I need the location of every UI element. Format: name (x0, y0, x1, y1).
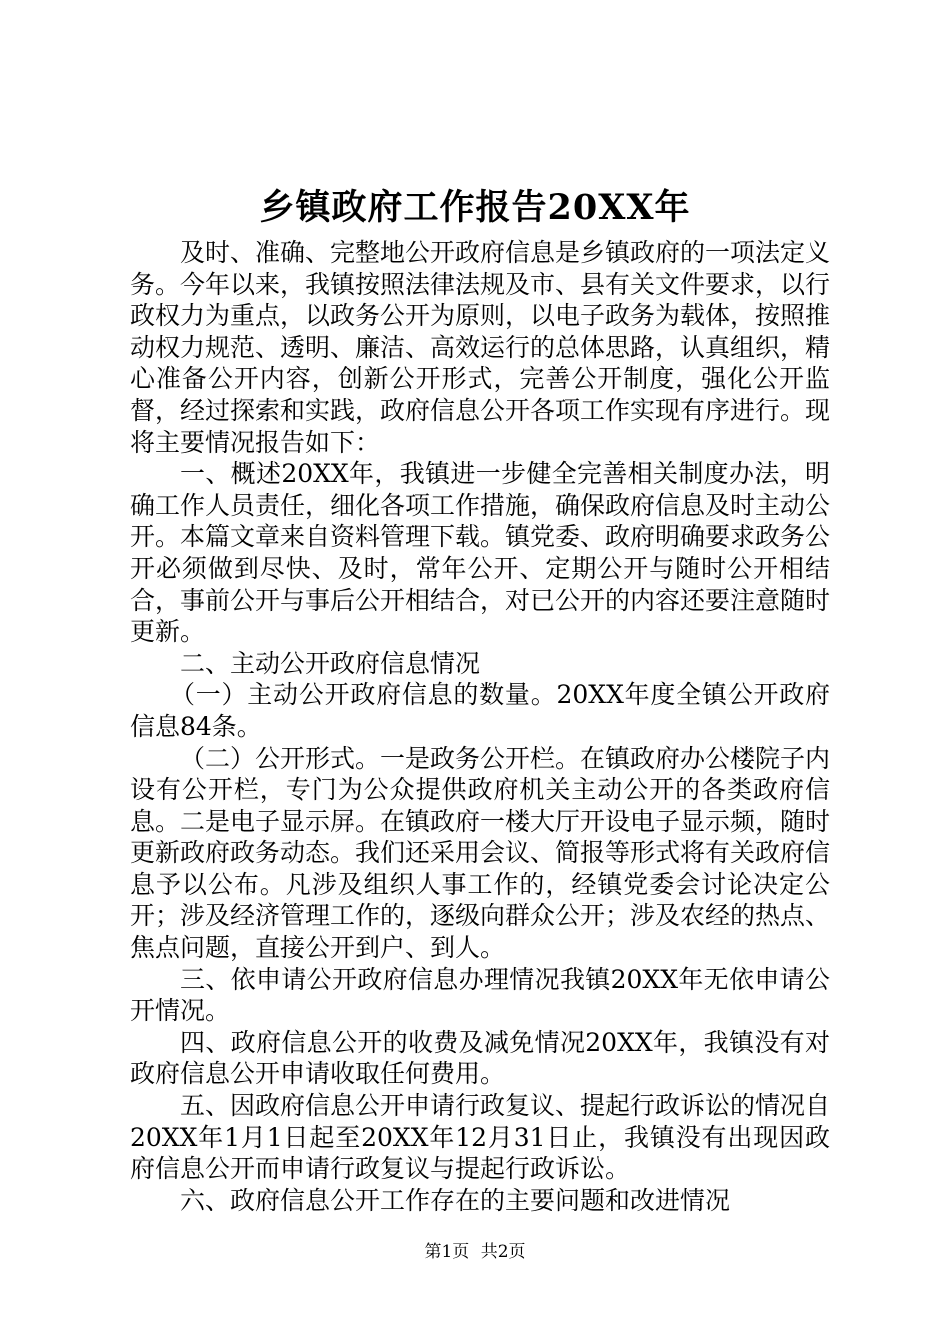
paragraph-section-four: 四、政府信息公开的收费及减免情况20XX年，我镇没有对政府信息公开申请收取任何费用。 (130, 1027, 830, 1089)
document-body (130, 237, 830, 1216)
paragraph-disclosure-forms: （二）公开形式。一是政务公开栏。在镇政府办公楼院子内设有公开栏，专门为公众提供政府机关主动公开的各类政府信息。二是电子显示屏。在镇政府一楼大厅开设电子显示频，随时更新政府政务动态。我们还采用会议、简报等形式将有关政府信息予以公布。凡涉及组织人事工作的，经镇党委会讨论决定公开；涉及经济管理工作的，逐级向群众公开；涉及农经的热点、焦点问题，直接公开到户、到人。 (130, 743, 831, 963)
page-footer (0, 1240, 950, 1264)
page-number-current: 第1页 (424, 1242, 470, 1262)
paragraph-section-two: 二、主动公开政府信息情况 (180, 648, 481, 678)
paragraph-section-three: 三、依申请公开政府信息办理情况我镇20XX年无依申请公开情况。 (130, 964, 830, 1026)
document-title: 乡镇政府工作报告20XX年 (259, 187, 691, 228)
paragraph-info-quantity: （一）主动公开政府信息的数量。20XX年度全镇公开政府信息84条。 (130, 680, 830, 741)
paragraph-overview: 一、概述20XX年，我镇进一步健全完善相关制度办法，明确工作人员责任，细化各项工作措施，确保政府信息及时主动公开。本篇文章来自资料管理下载。镇党委、政府明确要求政务公开必须做到尽快、及时，常年公开、定期公开与随时公开相结合，事前公开与事后公开相结合，对已公开的内容还要注意随时更新。 (130, 459, 831, 647)
page-number-total: 共2页 (480, 1242, 526, 1262)
paragraph-intro: 及时、准确、完整地公开政府信息是乡镇政府的一项法定义务。今年以来，我镇按照法律法规及市、县有关文件要求，以行政权力为重点，以政务公开为原则，以电子政务为载体，按照推动权力规范、透明、廉洁、高效运行的总体思路，认真组织，精心准备公开内容，创新公开形式，完善公开制度，强化公开监督，经过探索和实践，政府信息公开各项工作实现有序进行。现将主要情况报告如下： (130, 238, 831, 457)
paragraph-section-five: 五、因政府信息公开申请行政复议、提起行政诉讼的情况自20XX年1月1日起至20XX年12月31日止，我镇没有出现因政府信息公开而申请行政复议与提起行政诉讼。 (130, 1091, 831, 1184)
paragraph-section-six: 六、政府信息公开工作存在的主要问题和改进情况 (180, 1185, 731, 1215)
